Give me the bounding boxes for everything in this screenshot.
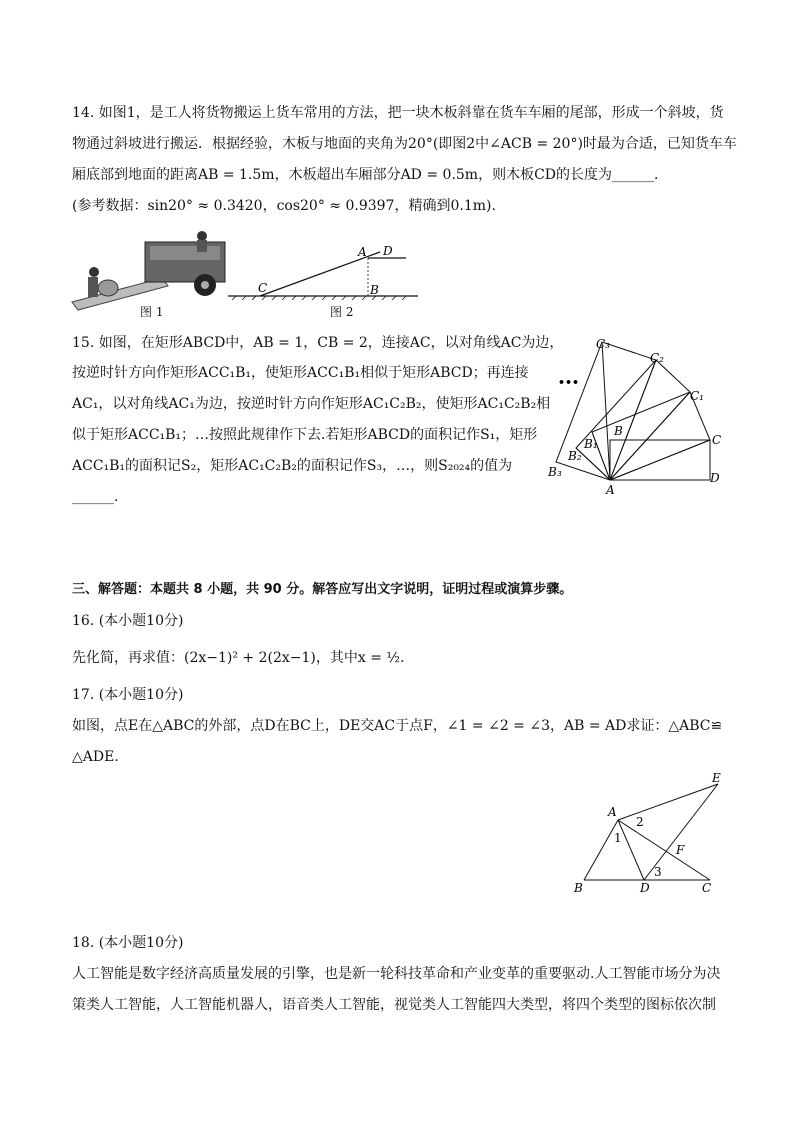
q14-line-3: 厢底部到地面的距离AB = 1.5m，木板超出车厢部分AD = 0.5m，则木板CD的长度为______． — [72, 167, 669, 183]
label-D: D — [640, 881, 650, 895]
label-C2: C₂ — [650, 351, 664, 365]
q15-line-3: AC₁，以对角线AC₁为边，按逆时针方向作矩形AC₁C₂B₂，使矩形AC₁C₂B₂相 — [72, 396, 551, 412]
q17-triangle-figure — [570, 770, 730, 895]
figure-1-caption: 图 1 — [140, 305, 164, 319]
q15-rectangle-spiral-figure — [540, 330, 740, 500]
q18-header: 18. (本小题10分) — [72, 935, 184, 951]
figure-2-caption: 图 2 — [330, 305, 354, 319]
barrel — [98, 280, 118, 296]
label-C1: C₁ — [690, 389, 704, 403]
q15-line-4: 似于矩形ACC₁B₁；…按照此规律作下去.若矩形ABCD的面积记作S₁，矩形 — [72, 427, 538, 443]
label-C3: C₃ — [596, 337, 610, 351]
angle-2-label: 2 — [636, 815, 644, 829]
ground-hatching — [232, 296, 406, 300]
q16-header: 16. (本小题10分) — [72, 613, 184, 629]
label-B2: B₂ — [568, 449, 582, 463]
q16-text: 先化简，再求值：(2x−1)² + 2(2x−1)，其中x = ½. — [72, 650, 405, 666]
section-3-heading: 三、解答题：本题共 8 小题，共 90 分。解答应写出文字说明，证明过程或演算步骤。 — [72, 582, 573, 597]
segment-AB — [584, 820, 618, 880]
continuation-dots: ••• — [558, 376, 580, 389]
q17-line-2: △ADE. — [72, 749, 119, 765]
q14-line-1: 14. 如图1，是工人将货物搬运上货车常用的方法，把一块木板斜靠在货车车厢的尾部，形成一个斜坡，货 — [72, 105, 724, 121]
figure-2-ramp-diagram — [228, 238, 418, 308]
q14-line-4: (参考数据：sin20° ≈ 0.3420，cos20° ≈ 0.9397，精确到0.1m)． — [72, 198, 506, 214]
q15-line-1: 15. 如图，在矩形ABCD中，AB = 1，CB = 2，连接AC，以对角线AC为边， — [72, 335, 564, 351]
label-A: A — [358, 245, 367, 259]
label-B: B — [370, 283, 379, 297]
label-D: D — [383, 244, 393, 258]
q18-line-2: 策类人工智能，人工智能机器人，语音类人工智能，视觉类人工智能四大类型，将四个类型的图标依次制 — [72, 997, 716, 1013]
label-B: B — [574, 881, 583, 895]
truck-bed — [150, 246, 220, 260]
q18-line-1: 人工智能是数字经济高质量发展的引擎，也是新一轮科技革命和产业变革的重要驱动.人工智能市场分为决 — [72, 966, 721, 982]
label-C: C — [712, 433, 722, 447]
label-A: A — [606, 483, 615, 497]
angle-3-label: 3 — [654, 865, 662, 879]
label-B1: B₁ — [584, 437, 598, 451]
q17-header: 17. (本小题10分) — [72, 687, 184, 703]
label-A: A — [608, 805, 617, 819]
label-B3: B₃ — [548, 465, 562, 479]
segment-AE — [618, 784, 718, 820]
segment-AC — [618, 820, 710, 880]
label-C: C — [702, 881, 712, 895]
label-D: D — [710, 471, 720, 485]
q17-line-1: 如图，点E在△ABC的外部，点D在BC上，DE交AC于点F，∠1 = ∠2 = ∠3，AB = AD求证：△ABC≌ — [72, 718, 723, 734]
label-B: B — [614, 424, 623, 438]
label-E: E — [712, 771, 721, 785]
label-F: F — [676, 843, 685, 857]
q14-line-2: 物通过斜坡进行搬运．根据经验，木板与地面的夹角为20°(即图2中∠ACB = 20°)时最为合适，已知货车车 — [72, 136, 737, 152]
q15-line-6: ______. — [72, 489, 119, 505]
worker-pushing — [89, 267, 99, 277]
q15-line-5: ACC₁B₁的面积记S₂，矩形AC₁C₂B₂的面积记作S₃，…，则S₂₀₂₄的值为 — [72, 458, 513, 474]
q15-line-2: 按逆时针方向作矩形ACC₁B₁，使矩形ACC₁B₁相似于矩形ABCD；再连接 — [72, 365, 529, 381]
label-C: C — [258, 281, 268, 295]
worker-on-truck — [197, 231, 207, 241]
angle-1-label: 1 — [614, 831, 622, 845]
